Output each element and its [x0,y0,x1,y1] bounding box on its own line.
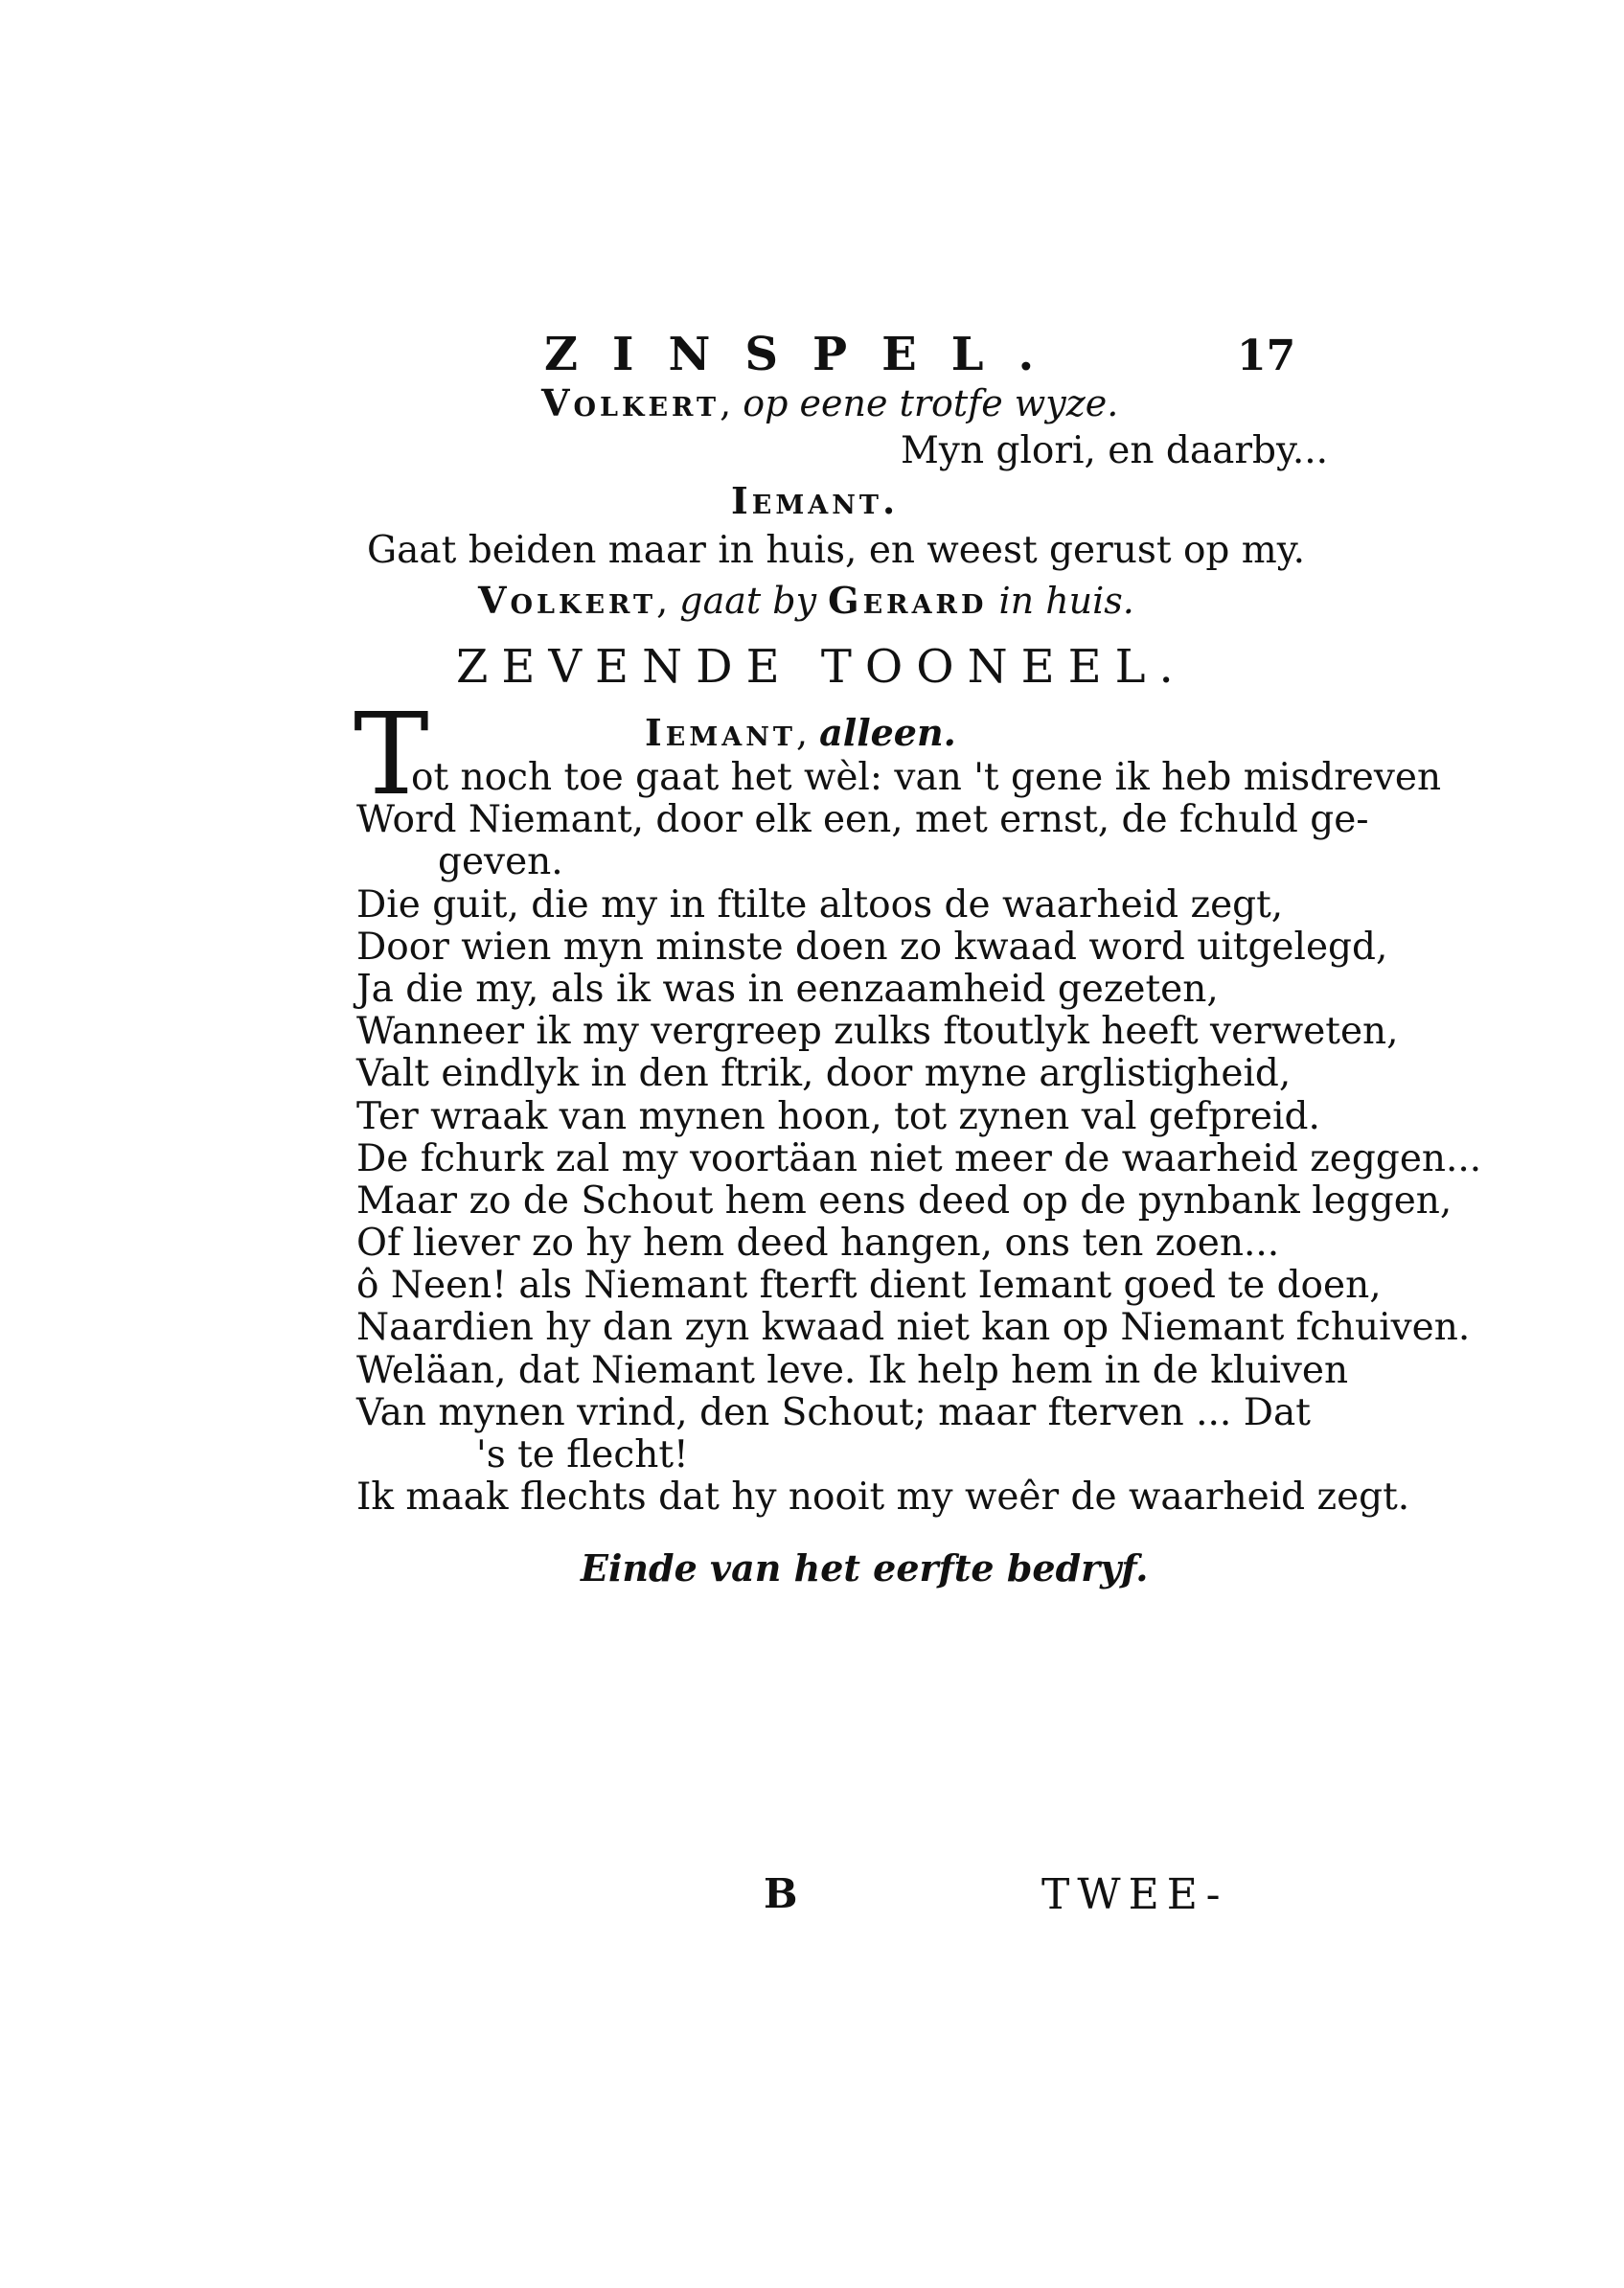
verse-line: Die guit, die my in ftilte altoos de waarheid zegt, [356,882,1284,927]
verse-line: Weläan, dat Niemant leve. Ik help hem in de kluiven [356,1348,1349,1392]
verse-line: Of liever zo hy hem deed hangen, ons ten zoen... [356,1222,1280,1266]
speaker-name: Volkert [541,381,721,424]
stage-direction [541,381,1118,424]
verse-line: Door wien myn minste doen zo kwaad word uitgelegd, [356,925,1388,969]
stage-direction [478,579,1134,622]
direction-text: op eene trotfe wyze. [743,382,1119,424]
verse-line: De fchurk zal my voortäan niet meer de waarheid zeggen... [356,1136,1482,1180]
speaker-heading [645,711,956,754]
speaker-heading [731,479,899,522]
verse-line: Ter wraak van mynen hoon, tot zynen val gefpreid. [356,1094,1320,1138]
verse-line: Ik maak flechts dat hy nooit my weêr de waarheid zegt. [356,1476,1410,1520]
page-number: 17 [1237,332,1296,380]
verse-line: ot noch toe gaat het wèl: van 't gene ik heb misdreven [411,756,1442,799]
act-end-note: Einde van het eerfte bedryf. [581,1546,1149,1590]
verse-line: Gaat beiden maar in huis, en weest gerust op my. [367,529,1306,572]
punctuation: , [656,580,680,622]
punctuation: , [795,712,820,754]
verse-line: Naardien hy dan zyn kwaad niet kan op Niemant fchuiven. [356,1306,1471,1350]
speaker-name: Iemant. [731,479,900,522]
catchword: TWEE- [1041,1870,1228,1919]
verse-line: Valt eindlyk in den ftrik, door myne arglistigheid, [356,1052,1292,1096]
running-title: ZINSPEL. [544,328,1069,381]
verse-line: Van mynen vrind, den Schout; maar fterven ... Dat [356,1390,1311,1434]
verse-line: geven. [438,840,563,884]
verse-line: Wanneer ik my vergreep zulks ftoutlyk heeft verweten, [356,1010,1399,1054]
direction-text: alleen. [819,711,956,754]
verse-line: Maar zo de Schout hem eens deed op de pynbank leggen, [356,1178,1452,1223]
speaker-name: Iemant [645,711,796,754]
speaker-name: Volkert [478,579,657,622]
verse-line: ô Neen! als Niemant fterft dient Iemant goed te doen, [356,1264,1382,1308]
monologue [356,756,1482,1520]
signature-mark: B [764,1870,798,1917]
verse-line: Word Niemant, door elk een, met ernst, de fchuld ge- [356,798,1369,842]
scene-title: ZEVENDE TOONEEL. [456,640,1187,694]
verse-line: Ja die my, als ik was in eenzaamheid gezeten, [356,967,1219,1011]
verse-line: Myn glori, en daarby... [901,429,1329,472]
character-name: Gerard [828,579,988,622]
direction-text: gaat by [679,580,829,622]
verse-line: 's te flecht! [476,1433,689,1476]
drop-cap: T [354,688,429,820]
punctuation: , [720,382,743,424]
direction-text: in huis. [987,580,1134,622]
